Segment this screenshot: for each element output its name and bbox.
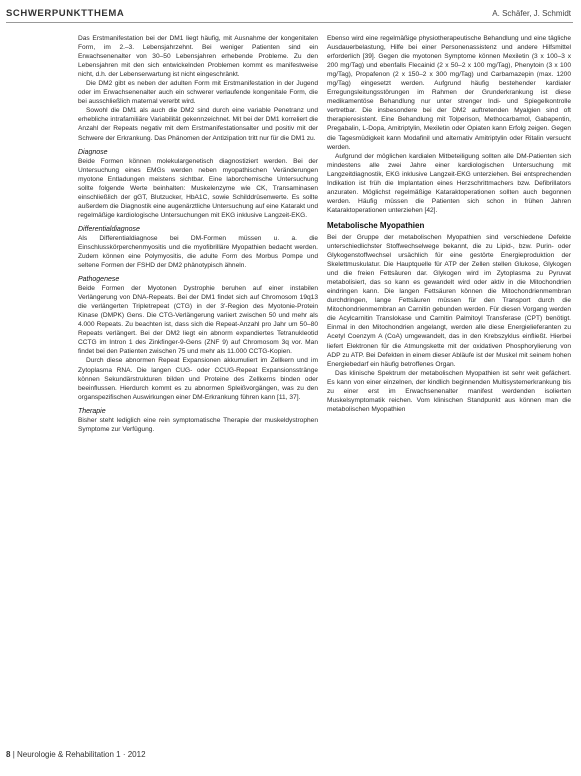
subsection-heading: Diagnose <box>78 148 108 156</box>
journal-name: Neurologie & Rehabilitation 1 · 2012 <box>17 750 146 759</box>
body-paragraph: Das klinische Spektrum der metabolischen Myopathien ist sehr weit gefächert. Es kann von einer einzelnen, der kindlich beginnenden Multisystemerkrankung bis zu einer erst im Erwachsenenalter manifest werdenden isolierten Muskelsymptomatik reichen. Vom klinischen Standpunkt aus können man die metabolischen Myopathien <box>327 369 571 413</box>
body-paragraph: Bisher steht lediglich eine rein symptomatische Therapie der muskeldystrophen Symptome zur Verfügung. <box>78 416 318 433</box>
running-authors: A. Schäfer, J. Schmidt <box>492 9 571 18</box>
body-paragraph: Das Erstmanifestation bei der DM1 liegt häufig, mit Ausnahme der kongenitalen Form, im 2.–3. Lebensjahrzehnt. Bei weniger Patienten sind ein Erwachsenenalter von 30–50 Lebensjahren erhebende Probleme. Zu den Lebensjahren mit den sich entwickelnden Problemen kommt es manifestweise nicht, d.h. der Lebenserwartung ist nicht eingeschränkt. <box>78 35 318 79</box>
section-heading: Metabolische Myopathien <box>327 220 425 230</box>
body-paragraph: Aufgrund der möglichen kardialen Mitbeteiligung sollten alle DM-Patienten sich mindestens alle zwei Jahre einer kardiologischen Untersuchung mit Langzeitdiagnostik, EKG inklusive Langzeit-EKG unterziehen. Bei entsprechenden Indikation ist früh die Implantation eines Herzschrittmachers bzw. Defibrillators anzuraten. Möglichst regelmäßige Kataraktoperationen sollten auch begonnen werden. Häufig müssen die Patienten sich schon in frühen Jahren Kataraktoperationen unterziehen [42]. <box>327 152 571 214</box>
body-paragraph: Bei der Gruppe der metabolischen Myopathien sind verschiedene Defekte unterschiedlichster Stoffwechselwege bekannt, die zu Lipid-, bzw. Purin- oder Glykogenstoffwechsel ursächlich für eine gestörte Energieproduktion der Skelettmuskulatur. Die Hauptquelle für ATP der Zellen stellen Glukose, Glykogen und die freien Fettsäuren dar. Glykogen wird im Zytoplasma zu Pyruvat metabolisiert, das so kann es gewandelt wird oder aktiv in die Mitochondrien eindringen kann. Die langen Fettsäuren können die Mitochondrienmembran durchdringen, lange Fettsäuren müssen für den Transport durch die Mitochondrienmembran an Carnitin gebunden werden. Für diesen Vorgang werden die Acylcarnitin Translokase und Carnitin Palmitoyl Transferase (CPT) benötigt. Einmal in den Mitochondrien angelangt, werden alle diese Energielieferanten zu Acetyl Coenzym A (CoA) umgewandelt, das in den Krebszyklus einfließt. Hierbei liefert Elektronen für die Atmungskette mit der oxidativen Phosphorylierung von ADP zu ATP. Bei Defekten in einem dieser Abläufe ist der Muskel mit seinem hohen Energiebedarf ein häufig betroffenes Organ. <box>327 233 571 368</box>
subsection-heading: Therapie <box>78 407 106 415</box>
body-paragraph: Ebenso wird eine regelmäßige physiotherapeutische Behandlung und eine tägliche Ausdauerbelastung, Hilfe bei einer Personenassistenz und andere Hilfsmittel erforderlich [39]. Gegen die myotonen Symptome können Mexiletin (3 x 100–3 x 200 mg/Tag) und ebenfalls Flecainid (2 x 50–2 x 100 mg/Tag), Phenytoin (3 x 100 mg/Tag), Propafenon (2 x 150–2 x 300 mg/Tag) und Carbamazepin (max. 1200 mg/Tag) eingesetzt werden. Aufgrund häufig bestehender kardialer Erregungsleitungsstörungen im Rahmen der Grunderkrankung ist diese medikamentöse Behandlung nur unter strenger Indi- und Spiegelkontrolle vertretbar. Die insbesondere bei der DM2 auftretenden Myalgien sind oft therapieresistent. Eine Behandlung mit Tolperison, Methocarbamol, Gabapentin, Pregabalin, L-Dopa, Amitriptylin, Mexiletin oder Opiaten kann Erfolg zeigen. Gegen die Tagesmüdigkeit kann Modafinil und alternativ Amitriptylin oder Ritalin versucht werden. <box>327 35 571 151</box>
subsection-heading: Differentialdiagnose <box>78 225 140 233</box>
section-label: SCHWERPUNKTTHEMA <box>6 8 125 19</box>
subsection-heading: Pathogenese <box>78 276 120 284</box>
body-paragraph: Durch diese abnormen Repeat Expansionen akkumuliert im Zellkern und im Zytoplasma RNA. Die langen CUG- oder CCUG-Repeat Expansionsstränge können Sekundärstrukturen bilden und Proteine des Zellkerns binden oder beeinflussen. Hierdurch kommt es zu abnormen Spleißvorgängen, was zu den organspezifischen Auswirkungen einer DM-Erkrankung führen kann [11, 37]. <box>78 357 318 401</box>
body-paragraph: Sowohl die DM1 als auch die DM2 sind durch eine variable Penetranz und erhebliche intrafamiliäre Variabilität gekennzeichnet. Mit bei der DM1 korreliert die Anzahl der Repeats negativ mit dem Erstmanifestationsalter und positiv mit der Schwere der Erkrankung. Das Phänomen der Antizipation tritt nur für die DM1 zu. <box>78 107 318 142</box>
body-paragraph: Beide Formen können molekulargenetisch diagnostiziert werden. Bei der Untersuchung eines EMGs werden neben myopathischen Veränderungen myotone Entladungen meistens sichtbar. Eine laborchemische Untersuchung sollte folgende Werte beinhalten: Muskelenzyme wie CK, Transaminasen einschließlich der gGT, Blutzucker, HbA1C, sowie Schilddrüsenwerte. Es sollte außerdem die Diagnostik eine augenärztliche Untersuchung auf eine Katarakt und regelmäßige kardiologische Untersuchungen mit EKG inklusive Langzeit-EKG. <box>78 157 318 219</box>
body-paragraph: Als Differentialdiagnose bei DM-Formen müssen u. a. die Einschlusskörperchenmyositis und die myofibrilläre Myopathien bedacht werden. Zudem können eine Polymyositis, die adulte Form des Morbus Pompe und seltene Formen der FSHD der DM2 phänotypisch ähneln. <box>78 234 318 270</box>
running-header <box>0 6 581 22</box>
footer-separator: | <box>12 750 17 759</box>
left-column <box>78 34 318 434</box>
header-rule <box>6 22 573 23</box>
page-footer <box>6 750 146 759</box>
page-number: 8 <box>6 750 11 759</box>
right-column <box>327 34 571 414</box>
body-paragraph: Die DM2 gibt es neben der adulten Form mit Erstmanifestation in der Jugend oder im Erwachsenenalter auch ein schwerer verlaufende kongenitale Form, die bei ausschließlich maternal vererbt wird. <box>78 80 318 106</box>
body-paragraph: Beide Formen der Myotonen Dystrophie beruhen auf einer instabilen Verlängerung von DNA-Repeats. Bei der DM1 findet sich auf Chromosom 19q13 die verlängerten Tripletrepeat (CTG) in der 3'-Region des Myotonie-Protein Kinase (DMPK) Gens. Die CTG-Verlängerung variiert zwischen 50 und mehr als 4.000 Repeats. Zu beachten ist, dass sich die Repeat-Anzahl pro Jahr um 50–80 Repeats verlängert. Bei der DM2 liegt ein abnorm expandiertes Tetranukleotid CCTG im Intron 1 des Zinkfinger-9-Gens (ZNF 9) auf Chromosom 3q vor. Man findet bei den Patienten zwischen 75 und mehr als 11.000 CCTG-Kopien. <box>78 285 318 356</box>
